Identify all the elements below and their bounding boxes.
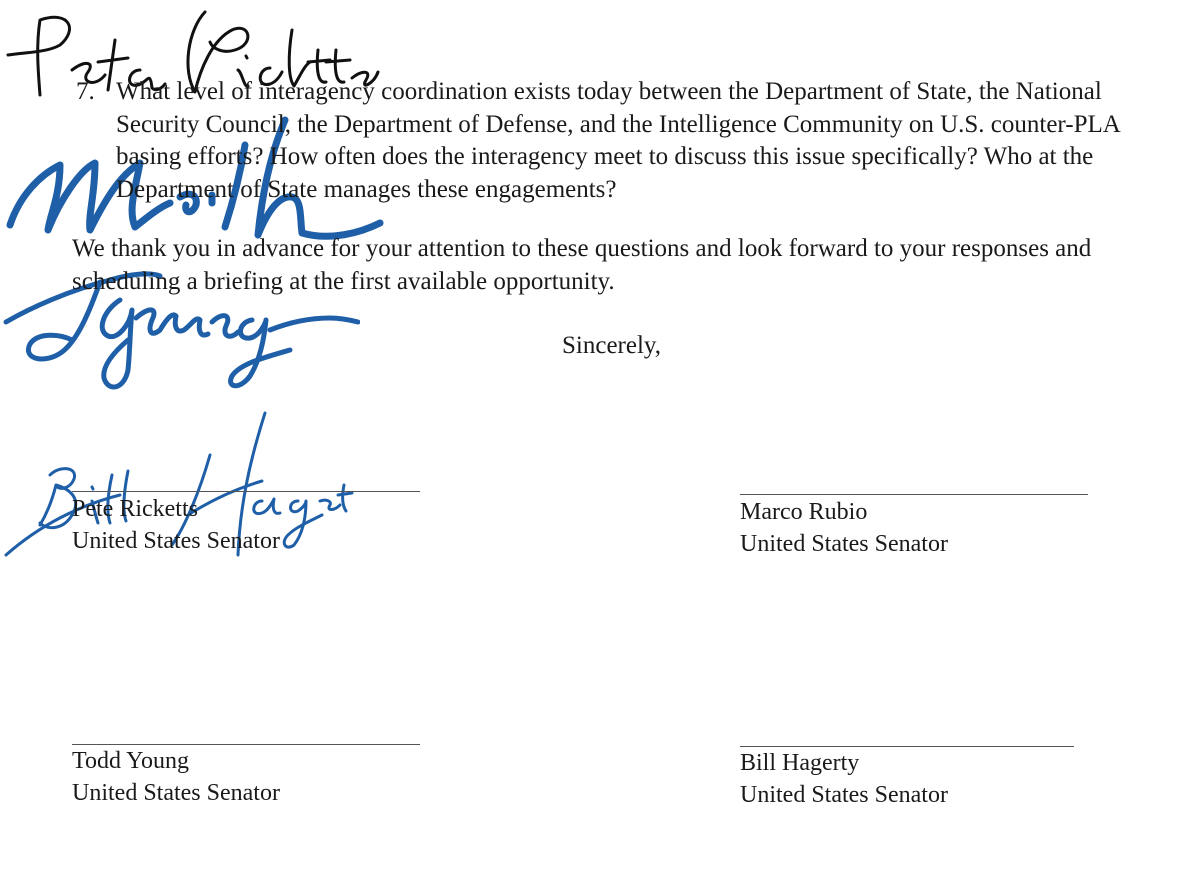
signatory-name-hagerty: Bill Hagerty xyxy=(740,750,860,776)
signatory-name-young: Todd Young xyxy=(72,748,190,774)
signatory-name-ricketts: Pete Ricketts xyxy=(72,496,198,522)
question-number: 7. xyxy=(76,78,95,105)
signatory-title-hagerty: United States Senator xyxy=(740,782,948,808)
signatory-title-ricketts: United States Senator xyxy=(72,528,280,554)
question-text: What level of interagency coordination exists today between the Department of State, the National Security Council, the Department of Defense, and the Intelligence Community on U.S. counter-PLA basing efforts? How often does the interagency meet to discuss this issue specifically? Who at the Department of State manages these engagements? xyxy=(116,78,1120,203)
closing-paragraph: We thank you in advance for your attention to these questions and look forward to your responses and scheduling a briefing at the first available opportunity. xyxy=(72,235,1092,295)
signature-line-hagerty xyxy=(740,746,1074,747)
question-7 xyxy=(76,76,1156,206)
signatory-title-young: United States Senator xyxy=(72,780,280,806)
signature-line-rubio xyxy=(740,494,1088,495)
signatory-title-rubio: United States Senator xyxy=(740,531,948,557)
signature-line-young xyxy=(72,744,420,745)
signature-line-ricketts xyxy=(72,491,420,492)
signatory-name-rubio: Marco Rubio xyxy=(740,499,868,525)
sign-off: Sincerely, xyxy=(562,332,662,359)
